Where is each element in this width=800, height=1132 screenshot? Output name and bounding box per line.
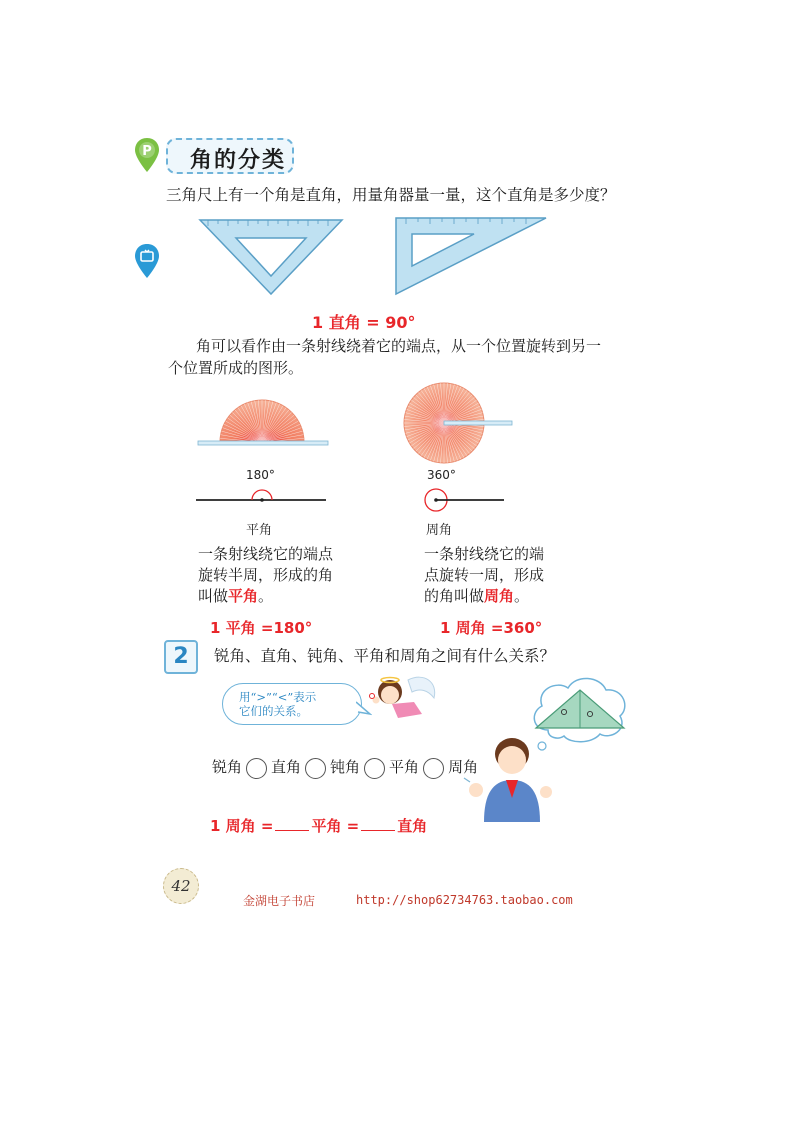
- badge-letter: P: [142, 144, 152, 159]
- shop-url: http://shop62734763.taobao.com: [356, 893, 573, 907]
- fill-part-1: 1 周角 =: [210, 817, 274, 835]
- right-angle-result: 1 直角 = 90°: [312, 313, 416, 332]
- straight-desc-prefix: 叫做: [198, 587, 229, 605]
- full-desc-prefix: 的角叫做: [424, 587, 485, 605]
- full-angle-fan-icon: [402, 381, 514, 465]
- compare-row: [212, 757, 478, 779]
- angel-girl-illustration-icon: [368, 672, 440, 732]
- question-text: 三角尺上有一个角是直角，用量角器量一量，这个直角是多少度？: [166, 186, 616, 204]
- set-square-30-60-icon: [394, 216, 548, 296]
- compare-item-obtuse: 钝角: [330, 758, 361, 776]
- compare-circle-3[interactable]: [364, 758, 385, 779]
- full-angle-diagram: [420, 485, 506, 515]
- page-number: 42: [163, 868, 199, 904]
- straight-angle-degree: 180°: [246, 468, 275, 482]
- hint-line-2: 它们的关系。: [239, 704, 308, 718]
- hint-bubble: [222, 683, 362, 725]
- exercise-number: 2: [164, 640, 198, 674]
- compare-circle-2[interactable]: [305, 758, 326, 779]
- fill-blank-row: [210, 815, 427, 836]
- straight-desc-suffix: 。: [258, 587, 274, 605]
- full-desc-term: 周角: [484, 587, 515, 605]
- activity-pin-icon: [133, 242, 161, 282]
- full-desc-line-2: 点旋转一周，形成: [424, 566, 545, 584]
- straight-desc-line-2: 旋转半周，形成的角: [198, 566, 334, 584]
- straight-angle-fan-icon: [196, 398, 330, 448]
- straight-desc-line-1: 一条射线绕它的端点: [198, 545, 334, 563]
- compare-circle-1[interactable]: [246, 758, 267, 779]
- full-angle-formula: 1 周角 =360°: [440, 619, 543, 637]
- section-p-pin-icon: [133, 136, 161, 176]
- set-square-isosceles-icon: [198, 218, 344, 298]
- full-desc-line-3: [424, 586, 529, 607]
- blank-2[interactable]: [361, 830, 395, 831]
- full-desc-line-1: 一条射线绕它的端: [424, 545, 545, 563]
- hint-line-1: 用“>”“<”表示: [239, 690, 317, 704]
- boy-illustration-icon: [462, 736, 558, 824]
- shop-name: 金湖电子书店: [243, 894, 316, 908]
- compare-circle-4[interactable]: [423, 758, 444, 779]
- fill-part-3: 直角: [397, 817, 428, 835]
- straight-desc-term: 平角: [228, 587, 259, 605]
- definition-line-1: 角可以看作由一条射线绕着它的端点，从一个位置旋转到另一: [196, 337, 602, 355]
- definition-line-2: 个位置所成的图形。: [168, 359, 304, 377]
- exercise-question: 锐角、直角、钝角、平角和周角之间有什么关系？: [214, 647, 556, 665]
- compare-item-straight: 平角: [389, 758, 420, 776]
- fill-part-2: 平角 =: [311, 817, 360, 835]
- straight-angle-name: 平角: [246, 523, 273, 538]
- compare-item-acute: 锐角: [212, 758, 243, 776]
- straight-desc-line-3: [198, 586, 273, 607]
- straight-angle-diagram: [196, 485, 328, 515]
- full-angle-degree: 360°: [427, 468, 456, 482]
- straight-angle-formula: 1 平角 =180°: [210, 619, 313, 637]
- blank-1[interactable]: [275, 830, 309, 831]
- section-title: 角的分类: [190, 148, 287, 173]
- full-desc-suffix: 。: [514, 587, 530, 605]
- compare-item-right: 直角: [271, 758, 302, 776]
- compare-item-full: 周角: [448, 758, 479, 776]
- full-angle-name: 周角: [426, 523, 453, 538]
